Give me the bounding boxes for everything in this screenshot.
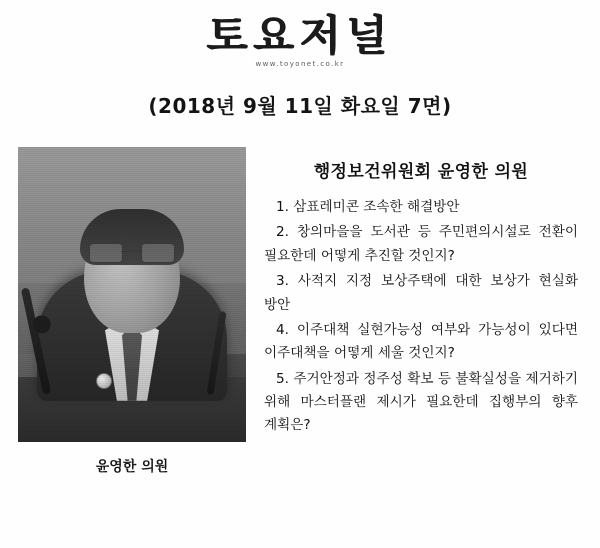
glasses-lens-right bbox=[141, 243, 175, 263]
masthead-website-url: www.toyonet.co.kr bbox=[255, 60, 345, 69]
glasses-bridge bbox=[121, 251, 143, 253]
list-item: 4. 이주대책 실현가능성 여부와 가능성이 있다면 이주대책을 어떻게 세울 것인지? bbox=[264, 321, 578, 362]
photo-column bbox=[14, 147, 252, 476]
list-item: 5. 주거안정과 정주성 확보 등 불확실성을 제거하기 위해 마스터플랜 제시가 필요한데 집행부의 향후 계획은? bbox=[264, 370, 578, 434]
glasses-lens-left bbox=[89, 243, 123, 263]
list-item: 2. 창의마을을 도서관 등 주민편의시설로 전환이 필요한데 어떻게 추진할 것인지? bbox=[264, 224, 578, 264]
eyeglasses-icon bbox=[89, 243, 175, 263]
question-list bbox=[264, 196, 578, 438]
publication-dateline: (2018년 9월 11일 화요일 7면) bbox=[148, 94, 452, 119]
portrait-photo bbox=[18, 147, 246, 442]
content-area bbox=[0, 147, 600, 476]
masthead-logo: 토요저널 bbox=[206, 11, 394, 60]
article-title: 행정보건위원회 윤영한 의원 bbox=[313, 162, 529, 183]
list-item: 3. 사적지 지정 보상주택에 대한 보상가 현실화 방안 bbox=[264, 273, 578, 313]
article-column bbox=[252, 147, 586, 440]
masthead bbox=[0, 0, 600, 68]
lapel-badge bbox=[96, 373, 112, 389]
photo-caption: 윤영한 의원 bbox=[95, 459, 169, 476]
list-item: 1. 삼표레미콘 조속한 해결방안 bbox=[276, 199, 460, 216]
